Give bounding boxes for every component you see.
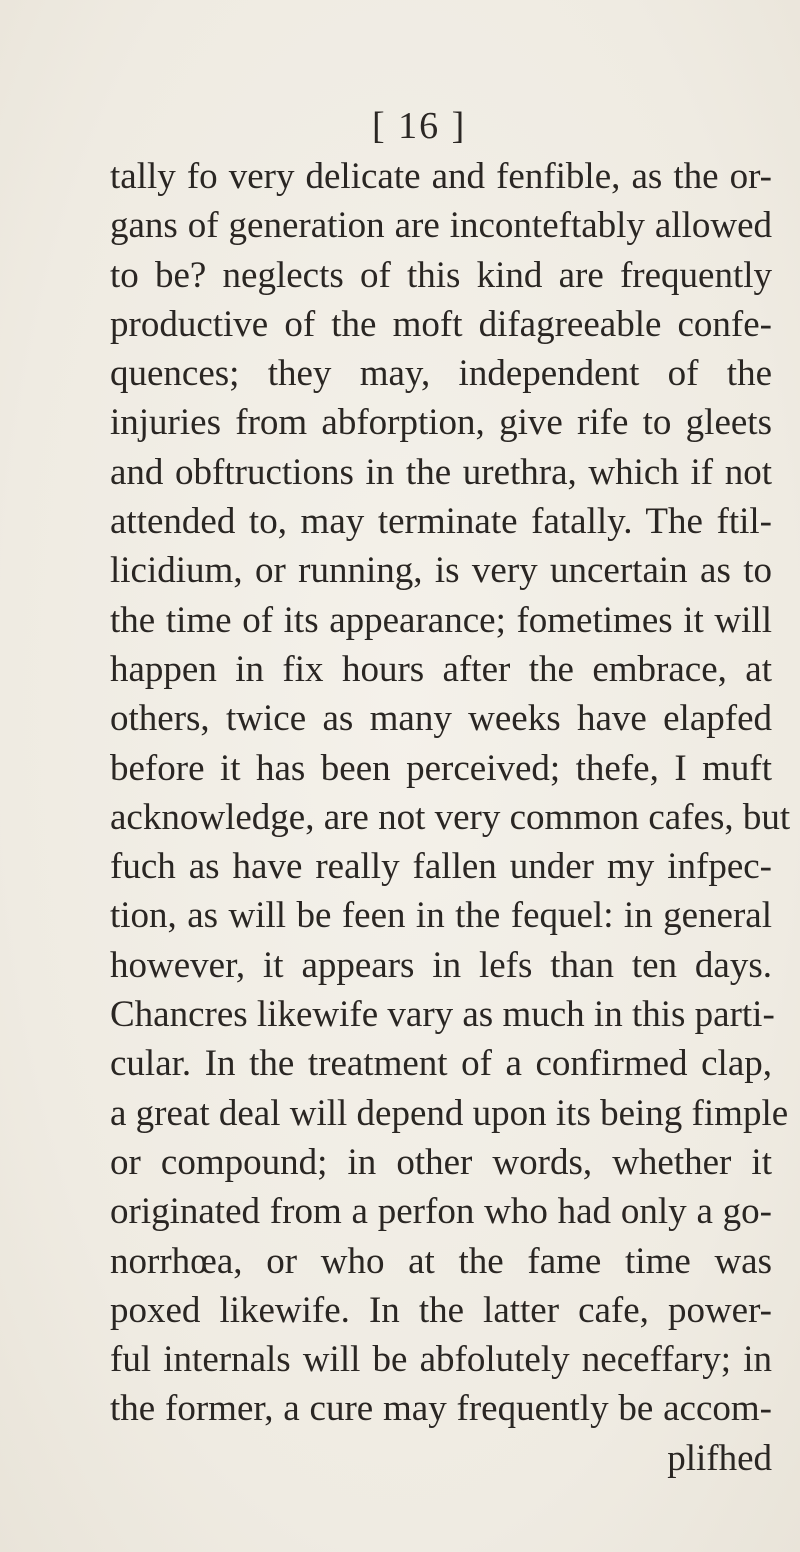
text-line: cular. In the treatment of a confirmed clap, xyxy=(110,1043,772,1085)
text-line: licidium, or running, is very uncertain as to xyxy=(110,550,772,592)
text-line: attended to, may terminate fatally. The ftil- xyxy=(110,501,772,543)
text-line: and obftructions in the urethra, which if not xyxy=(110,451,772,493)
text-line: tion, as will be feen in the fequel: in general xyxy=(110,895,772,937)
text-line: norrhœa, or who at the fame time was xyxy=(110,1240,772,1282)
text-line: others, twice as many weeks have elapfed xyxy=(110,698,772,740)
text-line: injuries from abforption, give rife to gleets xyxy=(110,402,772,444)
text-line: however, it appears in lefs than ten days. xyxy=(110,944,772,986)
text-line: gans of generation are inconteftably allowed xyxy=(110,205,772,247)
body-text xyxy=(110,152,791,1483)
text-line: a great deal will depend upon its being fimple xyxy=(110,1092,789,1134)
text-line: Chancres likewife vary as much in this parti- xyxy=(110,994,775,1036)
text-line: ful internals will be abfolutely neceffary; in xyxy=(110,1339,772,1381)
text-line: fuch as have really fallen under my infpec- xyxy=(110,846,772,888)
text-line: originated from a perfon who had only a go- xyxy=(110,1191,772,1233)
text-line: the former, a cure may frequently be accom- xyxy=(110,1388,772,1430)
text-line: before it has been perceived; thefe, I muft xyxy=(110,747,772,789)
text-line: to be? neglects of this kind are frequently xyxy=(110,254,772,296)
catchword: plifhed xyxy=(667,1437,772,1479)
text-line: acknowledge, are not very common cafes, but xyxy=(110,796,791,838)
text-line: happen in fix hours after the embrace, at xyxy=(110,648,772,690)
text-line: tally fo very delicate and fenfible, as the or- xyxy=(110,156,772,197)
text-line: poxed likewife. In the latter cafe, power- xyxy=(110,1289,772,1331)
page-number: [ 16 ] xyxy=(372,105,467,147)
text-line: productive of the moft difagreeable confe- xyxy=(110,303,772,345)
text-line: the time of its appearance; fometimes it will xyxy=(110,599,772,641)
text-line: or compound; in other words, whether it xyxy=(110,1141,772,1183)
text-line: quences; they may, independent of the xyxy=(110,353,772,395)
